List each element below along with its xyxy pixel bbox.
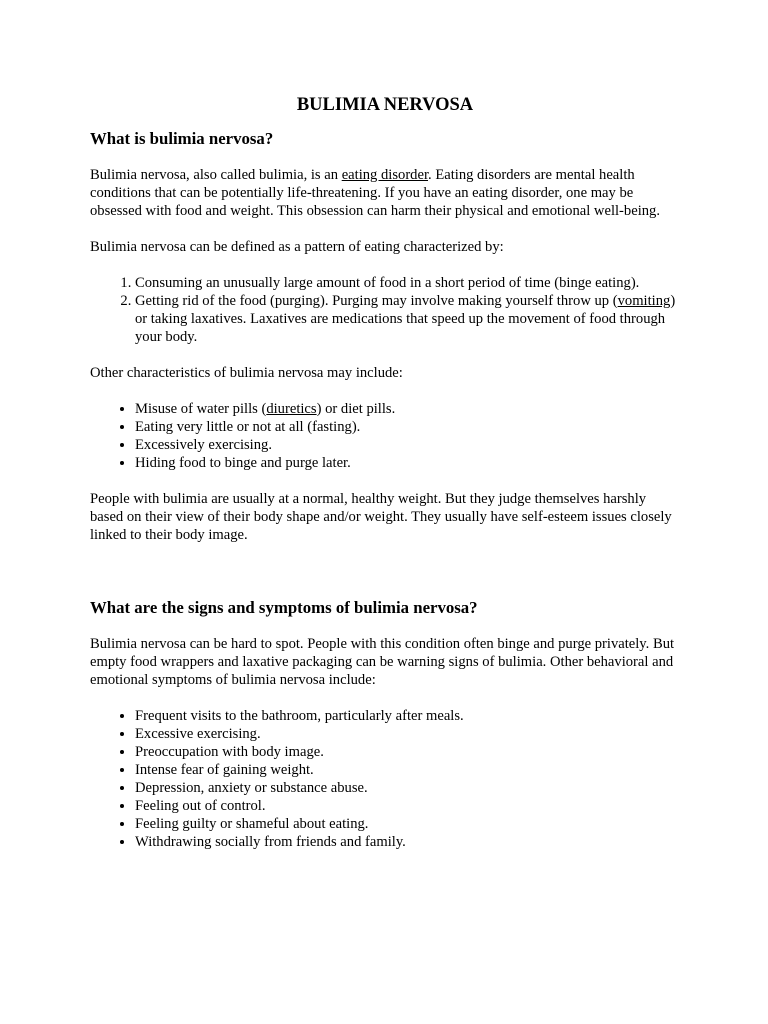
list-item: • Withdrawing socially from friends and family.	[135, 833, 680, 851]
list-item: • Excessive exercising.	[135, 725, 680, 743]
list-item: • Eating very little or not at all (fasting).	[135, 418, 680, 436]
list-item: • Intense fear of gaining weight.	[135, 761, 680, 779]
characteristics-list	[90, 400, 680, 472]
eating-disorder-link[interactable]: eating disorder	[341, 167, 429, 183]
symptoms-list	[90, 707, 680, 851]
intro-text-before-link: Bulimia nervosa, also called bulimia, is an	[90, 167, 342, 183]
section-heading-signs-symptoms: What are the signs and symptoms of bulimia nervosa?	[90, 598, 478, 617]
vomiting-link[interactable]: vomiting	[617, 293, 671, 309]
intro-text-after-link: . Eating disorders are mental health conditions that can be potentially life-threatening. If you have an eating disorder, one may be obsessed with food and weight. This obsession can harm their physical and emotional well-being.	[90, 167, 660, 219]
eating-pattern-list	[90, 274, 680, 346]
document-title: BULIMIA NERVOSA	[296, 95, 474, 115]
list-item: • Frequent visits to the bathroom, particularly after meals.	[135, 707, 680, 725]
diuretics-link[interactable]: diuretics	[266, 401, 317, 417]
document-page	[90, 94, 680, 869]
list-item-text-before-link: Misuse of water pills (	[135, 401, 267, 417]
list-item: 1. Consuming an unusually large amount of food in a short period of time (binge eating).	[135, 274, 680, 292]
intro-paragraph	[90, 166, 680, 220]
section-spacer	[90, 562, 680, 598]
list-item-text-before-link: Getting rid of the food (purging). Purging may involve making yourself throw up (	[135, 293, 618, 309]
list-item: • Feeling out of control.	[135, 797, 680, 815]
list-item	[135, 400, 680, 418]
closing-paragraph: People with bulimia are usually at a normal, healthy weight. But they judge themselves harshly based on their view of their body shape and/or weight. They usually have self-esteem issues closely linked to their body image.	[90, 491, 672, 543]
symptoms-intro-paragraph: Bulimia nervosa can be hard to spot. People with this condition often binge and purge privately. But empty food wrappers and laxative packaging can be warning signs of bulimia. Other behavioral and emotional symptoms of bulimia nervosa include:	[90, 636, 675, 688]
list-item: • Depression, anxiety or substance abuse.	[135, 779, 680, 797]
list-item: • Preoccupation with body image.	[135, 743, 680, 761]
definition-lead-paragraph: Bulimia nervosa can be defined as a pattern of eating characterized by:	[90, 239, 504, 255]
list-item: • Hiding food to binge and purge later.	[135, 454, 680, 472]
list-item	[135, 292, 680, 346]
other-characteristics-lead: Other characteristics of bulimia nervosa may include:	[90, 365, 403, 381]
list-item-text-after-link: ) or diet pills.	[316, 401, 396, 417]
list-item: • Feeling guilty or shameful about eating.	[135, 815, 680, 833]
section-heading-what-is: What is bulimia nervosa?	[90, 129, 274, 148]
list-item-text-after-link: ) or taking laxatives. Laxatives are medications that speed up the movement of food through your body.	[135, 293, 676, 345]
list-item: • Excessively exercising.	[135, 436, 680, 454]
